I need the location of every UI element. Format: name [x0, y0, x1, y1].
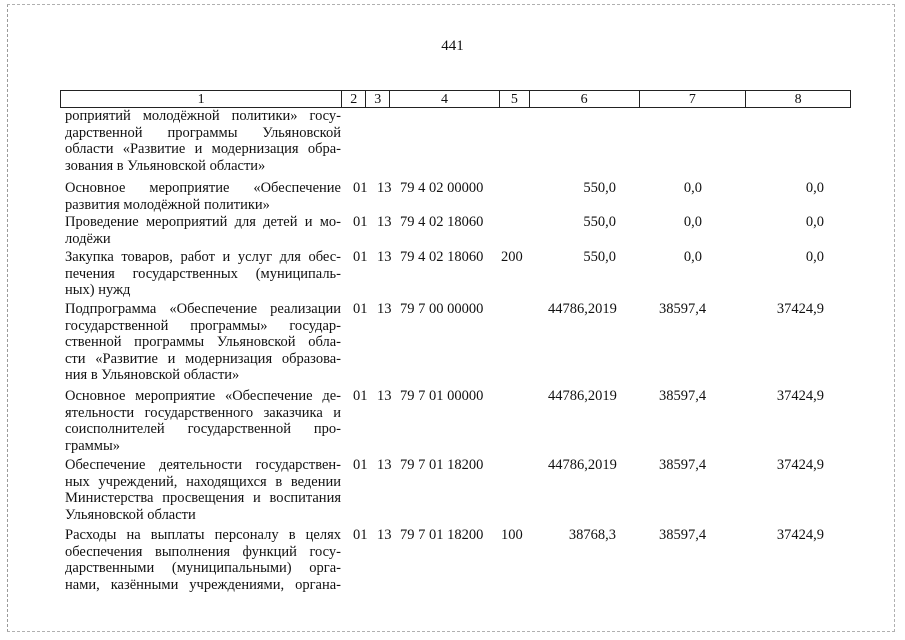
description-line: ственной программы Ульяновской обла- — [65, 334, 341, 350]
description-line: ных) нужд — [65, 282, 131, 298]
amount-year-3: 0,0 — [805, 214, 824, 230]
description-line: сти «Развитие и модернизация образова- — [65, 350, 341, 367]
section-code: 01 — [353, 249, 368, 265]
amount-year-2: 0,0 — [683, 214, 702, 230]
description-line: дарственной программы Ульяновской — [65, 124, 341, 141]
description-line: печения государственных (муниципаль- — [65, 265, 341, 282]
description-line: Закупка товаров, работ и услуг для обес- — [65, 249, 341, 265]
target-article-code: 79 4 02 00000 — [400, 180, 484, 196]
amount-year-3: 37424,9 — [776, 457, 824, 473]
header-col-1: 1 — [61, 91, 342, 107]
section-code: 01 — [353, 180, 368, 196]
description-line: Подпрограмма «Обеспечение реализации — [65, 301, 341, 317]
amount-year-1: 550,0 — [583, 180, 616, 196]
subsection-code: 13 — [377, 301, 392, 317]
target-article-code: 79 4 02 18060 — [400, 249, 484, 265]
header-col-8: 8 — [794, 92, 802, 107]
description-line: роприятий молодёжной политики» госу- — [65, 108, 341, 124]
subsection-code: 13 — [377, 388, 392, 404]
subsection-code: 13 — [377, 457, 392, 473]
description-line: ятельности государственного заказчика и — [65, 404, 341, 421]
table-header — [60, 90, 851, 108]
target-article-code: 79 7 01 18200 — [400, 527, 484, 543]
row-description — [65, 388, 341, 454]
target-article-code: 79 7 01 00000 — [400, 388, 484, 404]
description-line: соисполнителей государственной про- — [65, 421, 341, 437]
description-line: ных учреждений, находящихся в ведении — [65, 473, 341, 490]
description-line: Министерства просвещения и воспитания — [65, 490, 341, 506]
amount-year-1: 550,0 — [583, 249, 616, 265]
row-description — [65, 457, 341, 523]
subsection-code: 13 — [377, 180, 392, 196]
section-code: 01 — [353, 301, 368, 317]
description-line: Проведение мероприятий для детей и мо- — [65, 214, 341, 230]
amount-year-3: 0,0 — [805, 180, 824, 196]
description-line: Обеспечение деятельности государствен- — [65, 457, 341, 473]
section-code: 01 — [353, 388, 368, 404]
amount-year-2: 38597,4 — [659, 457, 707, 473]
row-description — [65, 214, 341, 247]
row-description — [65, 301, 341, 384]
amount-year-2: 0,0 — [683, 180, 702, 196]
header-col-2: 2 — [342, 91, 366, 107]
description-line: зования в Ульяновской области» — [65, 157, 266, 174]
target-article-code: 79 7 00 00000 — [400, 301, 484, 317]
amount-year-3: 37424,9 — [776, 388, 824, 404]
amount-year-1: 38768,3 — [568, 527, 616, 543]
subsection-code: 13 — [377, 527, 392, 543]
row-description — [65, 108, 341, 174]
description-line: лодёжи — [65, 230, 111, 247]
description-line: обеспечения выполнения функций госу- — [65, 543, 341, 560]
section-code: 01 — [353, 527, 368, 543]
description-line: государственной программы» государ- — [65, 317, 341, 334]
header-col-4: 4 — [390, 91, 500, 107]
amount-year-2: 0,0 — [683, 249, 702, 265]
subsection-code: 13 — [377, 214, 392, 230]
amount-year-1: 44786,2019 — [548, 457, 617, 473]
description-line: нами, казёнными учреждениями, органа- — [65, 576, 341, 593]
expense-type-code: 200 — [501, 249, 523, 265]
amount-year-3: 0,0 — [805, 249, 824, 265]
target-article-code: 79 7 01 18200 — [400, 457, 484, 473]
header-col-6: 6 — [530, 91, 640, 107]
expense-type-code: 100 — [501, 527, 523, 543]
amount-year-1: 44786,2019 — [548, 388, 617, 404]
subsection-code: 13 — [377, 249, 392, 265]
amount-year-3: 37424,9 — [776, 301, 824, 317]
row-description — [65, 249, 341, 299]
header-col-7: 7 — [640, 91, 747, 107]
section-code: 01 — [353, 457, 368, 473]
description-line: дарственными (муниципальными) орга- — [65, 560, 341, 576]
description-line: развития молодёжной политики» — [65, 196, 270, 213]
description-line: Ульяновской области — [65, 506, 196, 523]
description-line: граммы» — [65, 437, 120, 454]
description-line: ния в Ульяновской области» — [65, 367, 240, 383]
section-code: 01 — [353, 214, 368, 230]
amount-year-3: 37424,9 — [776, 527, 824, 543]
row-description — [65, 180, 341, 213]
description-line: области «Развитие и модернизация обра- — [65, 141, 341, 157]
description-line: Расходы на выплаты персоналу в целях — [65, 527, 341, 543]
description-line: Основное мероприятие «Обеспечение де- — [65, 388, 341, 404]
target-article-code: 79 4 02 18060 — [400, 214, 484, 230]
description-line: Основное мероприятие «Обеспечение — [65, 180, 341, 196]
header-col-5: 5 — [500, 91, 530, 107]
amount-year-2: 38597,4 — [659, 388, 707, 404]
amount-year-1: 550,0 — [583, 214, 616, 230]
row-description — [65, 527, 341, 593]
page-number: 441 — [441, 38, 464, 54]
amount-year-2: 38597,4 — [659, 301, 707, 317]
amount-year-2: 38597,4 — [659, 527, 707, 543]
header-col-3: 3 — [366, 91, 390, 107]
amount-year-1: 44786,2019 — [548, 301, 617, 317]
